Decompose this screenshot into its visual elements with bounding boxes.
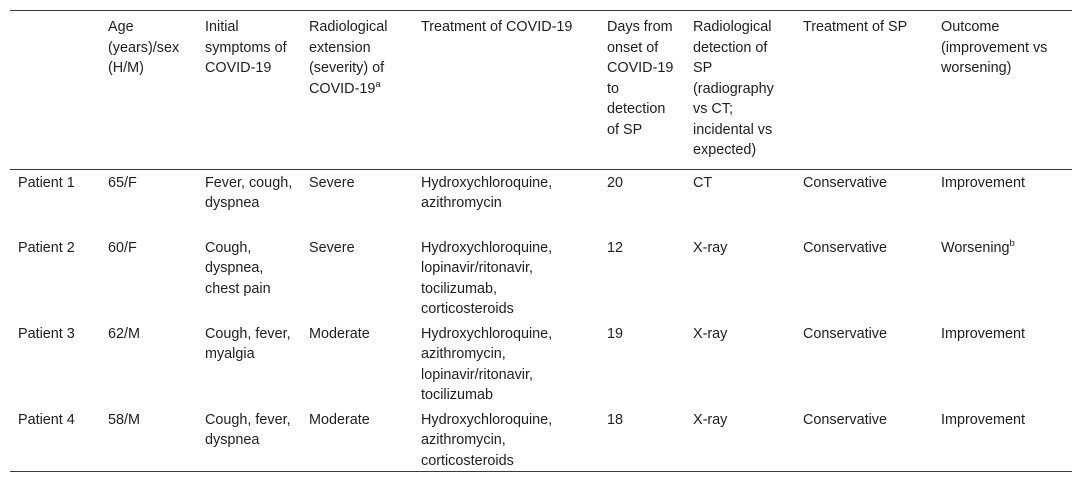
footnote-marker-b: b — [1009, 237, 1015, 249]
cell-outcome — [933, 321, 1072, 407]
cell-days: 18 — [599, 407, 685, 472]
outcome-text: Worsening — [941, 239, 1010, 256]
header-cell-symptoms: Initial symptoms of COVID-19 — [197, 11, 301, 170]
cell-detection: X-ray — [693, 239, 728, 256]
header-severity-text: Radiological extension (severity) of COVID-19 — [309, 19, 388, 97]
cell-days: 19 — [607, 325, 624, 342]
table-row — [10, 407, 1072, 472]
cell-treatment: Hydroxychloroquine, lopinavir/ritonavir, tocilizumab, corticosteroids — [421, 239, 553, 317]
cell-patient: Patient 2 — [18, 239, 75, 256]
outcome-text: Improvement — [941, 174, 1025, 191]
cell-age-sex: 58/M — [100, 407, 197, 472]
header-row — [10, 11, 1072, 170]
cell-symptoms: Cough, fever, myalgia — [205, 325, 291, 362]
cell-outcome — [933, 235, 1072, 321]
cell-sp-treatment: Conservative — [795, 407, 933, 472]
cell-treatment: Hydroxychloroquine, azithromycin, corticosteroids — [413, 407, 599, 472]
header-cell-sp-treatment: Treatment of SP — [795, 11, 933, 170]
outcome-text: Improvement — [941, 411, 1025, 428]
cell-age-sex: 65/F — [108, 174, 137, 191]
table-row — [10, 235, 1072, 321]
cell-days: 20 — [607, 174, 624, 191]
cell-severity: Severe — [309, 239, 355, 256]
header-cell-blank — [10, 11, 100, 170]
header-cell-days: Days from onset of COVID-19 to detection of SP — [599, 11, 685, 170]
header-cell-outcome: Outcome (improvement vs worsening) — [933, 11, 1072, 170]
header-cell-detection: Radiological detection of SP (radiography vs CT; incidental vs expected) — [685, 11, 795, 170]
cell-symptoms: Fever, cough, dyspnea — [205, 174, 293, 211]
cell-detection: X-ray — [693, 325, 728, 342]
header-cell-age-sex: Age (years)/sex (H/M) — [100, 11, 197, 170]
cell-sp-treatment: Conservative — [803, 174, 887, 191]
cell-detection: X-ray — [685, 407, 795, 472]
header-cell-treatment: Treatment of COVID-19 — [413, 11, 599, 170]
cell-outcome — [933, 407, 1072, 472]
table-row — [10, 169, 1072, 235]
cell-age-sex: 60/F — [108, 239, 137, 256]
cell-treatment: Hydroxychloroquine, azithromycin — [421, 174, 553, 211]
cell-symptoms: Cough, dyspnea, chest pain — [205, 239, 271, 297]
cell-severity: Severe — [309, 174, 355, 191]
cell-severity: Moderate — [309, 325, 370, 342]
cell-sp-treatment: Conservative — [803, 325, 887, 342]
cell-detection: CT — [693, 174, 713, 191]
cell-sp-treatment: Conservative — [803, 239, 887, 256]
cell-severity: Moderate — [301, 407, 413, 472]
header-cell-severity — [301, 11, 413, 170]
cell-outcome — [933, 169, 1072, 235]
cell-age-sex: 62/M — [108, 325, 140, 342]
cell-symptoms: Cough, fever, dyspnea — [197, 407, 301, 472]
footnote-marker-a: a — [375, 78, 381, 90]
cell-patient: Patient 3 — [18, 325, 75, 342]
cell-days: 12 — [607, 239, 624, 256]
cell-patient: Patient 4 — [10, 407, 100, 472]
cell-treatment: Hydroxychloroquine, azithromycin, lopinavir/ritonavir, tocilizumab — [421, 325, 553, 403]
outcome-text: Improvement — [941, 325, 1025, 342]
patient-table — [10, 10, 1072, 472]
table-row — [10, 321, 1072, 407]
data-table-container — [10, 10, 1072, 472]
cell-patient: Patient 1 — [18, 174, 75, 191]
